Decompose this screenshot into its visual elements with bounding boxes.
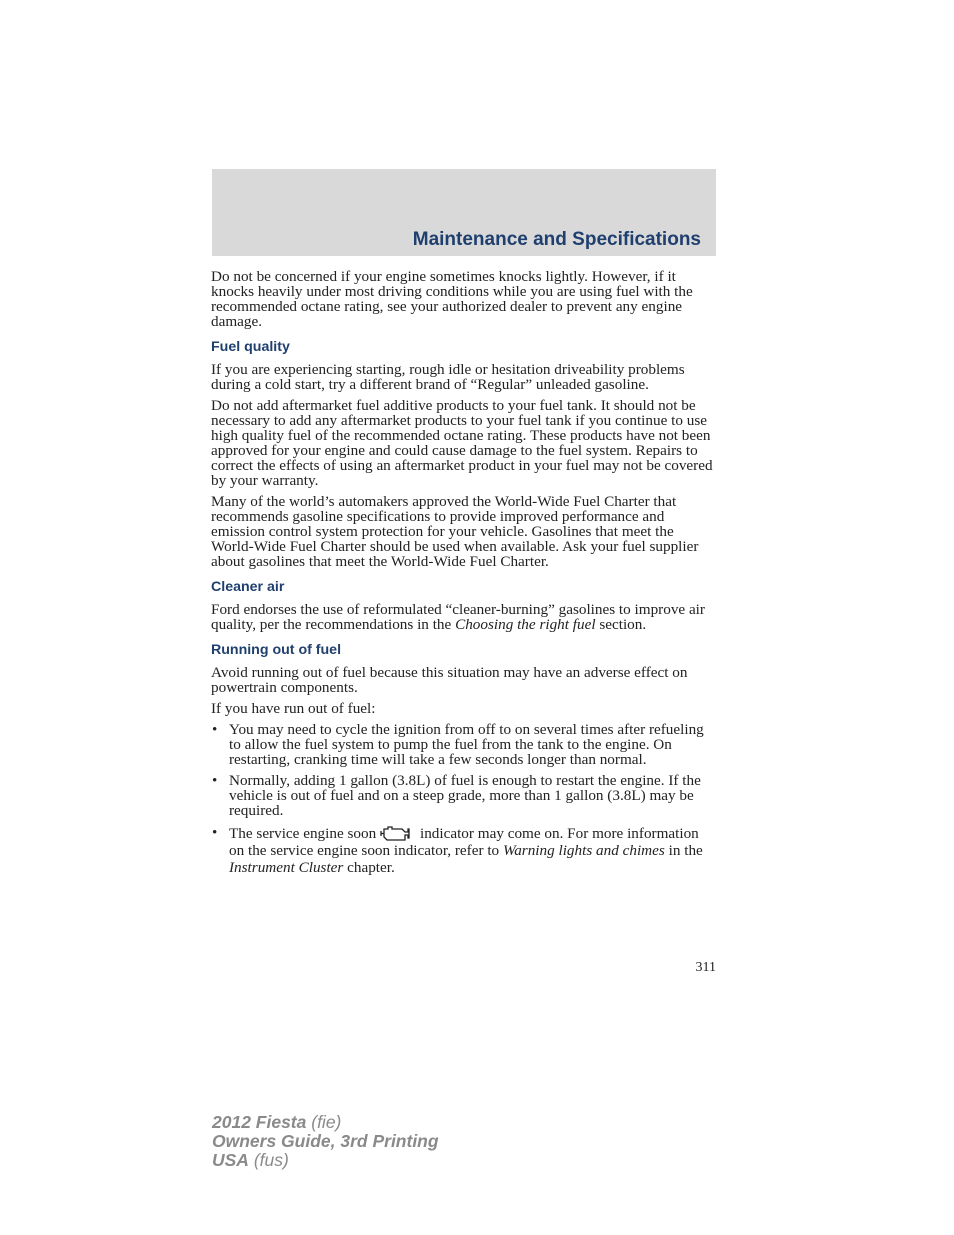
cleaner-air-paragraph bbox=[211, 602, 717, 632]
list-item-text-mid: indicator may come on. For more information on the service engine soon indicator, refer to bbox=[229, 825, 699, 859]
list-item bbox=[211, 722, 717, 767]
section-header bbox=[212, 169, 716, 256]
cleaner-air-text-start: Ford endorses the use of reformulated “cleaner-burning” gasolines to improve air quality, per the recommendations in the bbox=[211, 601, 705, 633]
list-item-text: You may need to cycle the ignition from off to on several times after refueling to allow the fuel system to pump the fuel from the tank to the engine. On restarting, cranking time will take a few seconds longer than normal. bbox=[229, 721, 704, 768]
footer-market-code: (fus) bbox=[248, 1150, 289, 1170]
fuel-quality-paragraph-1: If you are experiencing starting, rough idle or hesitation driveability problems during a cold start, try a different brand of “Regular” unleaded gasoline. bbox=[211, 361, 685, 393]
instrument-cluster-reference: Instrument Cluster bbox=[229, 859, 344, 876]
footer-line-3 bbox=[212, 1151, 439, 1170]
page-content bbox=[211, 269, 717, 882]
running-out-list bbox=[211, 722, 717, 876]
check-engine-icon bbox=[380, 824, 412, 842]
list-item bbox=[211, 773, 717, 818]
bullet: • bbox=[212, 772, 218, 789]
intro-paragraph: Do not be concerned if your engine sometimes knocks lightly. However, if it knocks heavily under most driving conditions while you are using fuel with the recommended octane rating, see your authorized dealer to prevent any engine damage. bbox=[211, 268, 693, 330]
heading-running-out-of-fuel: Running out of fuel bbox=[211, 642, 342, 658]
bullet: • bbox=[212, 824, 218, 841]
running-out-paragraph-2: If you have run out of fuel: bbox=[211, 700, 376, 717]
page-number: 311 bbox=[695, 960, 716, 975]
list-item-text-end: chapter. bbox=[343, 859, 395, 876]
bullet: • bbox=[212, 721, 218, 738]
footer bbox=[212, 1113, 439, 1170]
footer-market: USA bbox=[212, 1150, 249, 1170]
fuel-quality-paragraph-2: Do not add aftermarket fuel additive products to your fuel tank. It should not be necessary to add any aftermarket products to your fuel tank if you continue to use high quality fuel of the recommended octane rating. These products have not been approved for your engine and could cause damage to the fuel system. Repairs to correct the effects of using an aftermarket product in your fuel may not be covered by your warranty. bbox=[211, 397, 713, 489]
footer-line-2: Owners Guide, 3rd Printing bbox=[212, 1131, 439, 1151]
running-out-paragraph-1: Avoid running out of fuel because this situation may have an adverse effect on powertrain components. bbox=[211, 664, 688, 696]
warning-lights-reference: Warning lights and chimes bbox=[502, 842, 665, 859]
footer-model: 2012 Fiesta bbox=[212, 1112, 307, 1132]
list-item-text: Normally, adding 1 gallon (3.8L) of fuel is enough to restart the engine. If the vehicle is out of fuel and on a steep grade, more than 1 gallon (3.8L) may be required. bbox=[229, 772, 701, 819]
fuel-quality-paragraph-3: Many of the world’s automakers approved the World-Wide Fuel Charter that recommends gasoline specifications to provide improved performance and emission control system protection for your vehicle. Gasolines that meet the World-Wide Fuel Charter should be used when available. Ask your fuel supplier about gasolines that meet the World-Wide Fuel Charter. bbox=[211, 493, 699, 570]
choosing-fuel-reference: Choosing the right fuel bbox=[455, 616, 596, 633]
list-item-text-in: in the bbox=[664, 842, 703, 859]
footer-model-code: (fie) bbox=[306, 1112, 342, 1132]
list-item bbox=[211, 824, 717, 876]
heading-fuel-quality: Fuel quality bbox=[211, 339, 290, 355]
section-title: Maintenance and Specifications bbox=[412, 229, 701, 250]
footer-line-1 bbox=[212, 1113, 439, 1132]
cleaner-air-text-end: section. bbox=[595, 616, 647, 633]
list-item-text-start: The service engine soon bbox=[229, 825, 377, 842]
heading-cleaner-air: Cleaner air bbox=[211, 579, 285, 595]
